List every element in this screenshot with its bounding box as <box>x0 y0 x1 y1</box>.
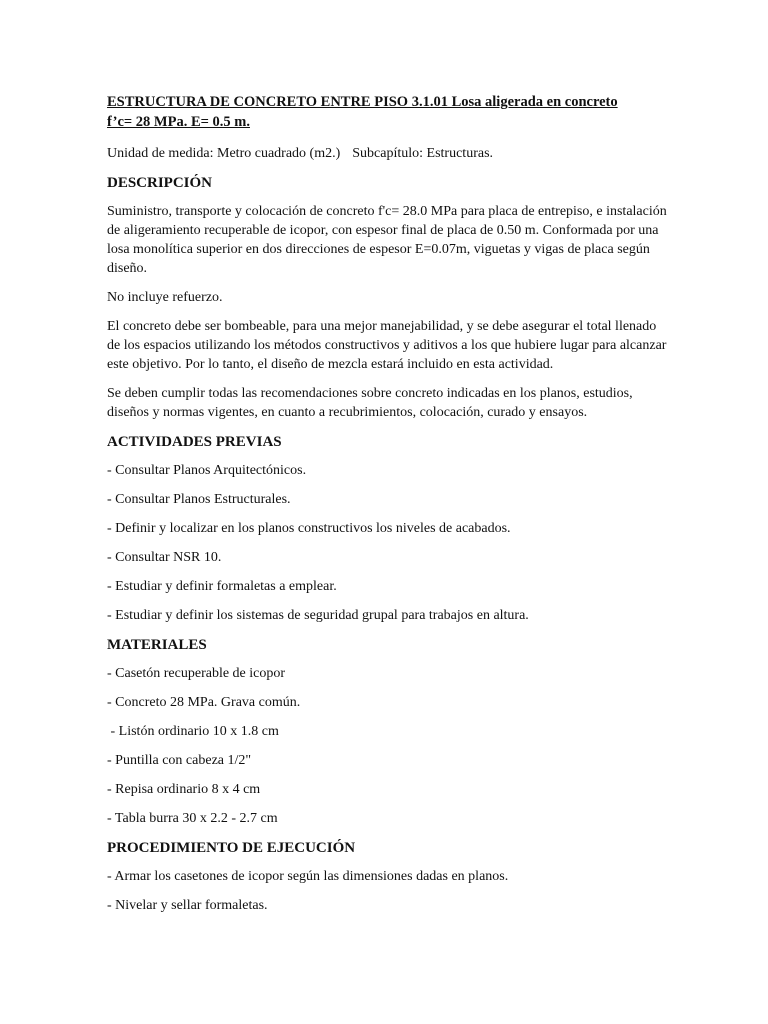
section-heading-materiales: MATERIALES <box>107 637 207 654</box>
list-item: - Definir y localizar en los planos constructivos los niveles de acabados. <box>107 521 511 537</box>
section-heading-actividades-previas: ACTIVIDADES PREVIAS <box>107 434 282 451</box>
descripcion-paragraph: No incluye refuerzo. <box>107 290 223 306</box>
list-item: - Armar los casetones de icopor según las dimensiones dadas en planos. <box>107 869 509 885</box>
descripcion-paragraph: El concreto debe ser bombeable, para una mejor manejabilidad, y se debe asegurar el total llenado de los espacios utilizando los métodos constructivos y aditivos a los que hubiere lugar para alcanzar este objetivo. Por lo tanto, el diseño de mezcla estará incluido en esta actividad. <box>107 319 667 373</box>
list-item: - Repisa ordinario 8 x 4 cm <box>107 782 261 798</box>
list-item: - Consultar NSR 10. <box>107 550 222 566</box>
subchapter: Subcapítulo: Estructuras. <box>352 146 494 161</box>
section-heading-procedimiento: PROCEDIMIENTO DE EJECUCIÓN <box>107 840 356 857</box>
document-title-line-1: ESTRUCTURA DE CONCRETO ENTRE PISO 3.1.01 Losa aligerada en concreto <box>107 94 618 110</box>
list-item: - Puntilla con cabeza 1/2" <box>107 753 252 769</box>
descripcion-paragraph: Se deben cumplir todas las recomendaciones sobre concreto indicadas en los planos, estudios, diseños y normas vigentes, en cuanto a recubrimientos, colocación, curado y ensayos. <box>107 386 633 421</box>
list-item: - Tabla burra 30 x 2.2 - 2.7 cm <box>107 811 278 827</box>
list-item: - Nivelar y sellar formaletas. <box>107 898 268 914</box>
document-title-line-2: f’c= 28 MPa. E= 0.5 m. <box>107 114 250 130</box>
list-item: - Consultar Planos Arquitectónicos. <box>107 463 307 479</box>
document-page <box>107 92 667 925</box>
list-item: - Concreto 28 MPa. Grava común. <box>107 695 301 711</box>
unit-of-measure: Unidad de medida: Metro cuadrado (m2.) <box>107 146 341 161</box>
list-item: - Estudiar y definir formaletas a emplear. <box>107 579 337 595</box>
list-item: - Casetón recuperable de icopor <box>107 666 286 682</box>
unit-line <box>107 144 667 163</box>
list-item: - Listón ordinario 10 x 1.8 cm <box>107 724 279 740</box>
section-heading-descripcion: DESCRIPCIÓN <box>107 174 213 191</box>
document-title <box>107 92 667 132</box>
list-item: - Estudiar y definir los sistemas de seguridad grupal para trabajos en altura. <box>107 608 529 624</box>
descripcion-paragraph: Suministro, transporte y colocación de concreto f'c= 28.0 MPa para placa de entrepiso, e instalación de aligeramiento recuperable de icopor, con espesor final de placa de 0.50 m. Conformada por una losa monolítica superior en dos direcciones de espesor E=0.07m, viguetas y vigas de placa según diseño. <box>107 203 667 277</box>
list-item: - Consultar Planos Estructurales. <box>107 492 291 508</box>
